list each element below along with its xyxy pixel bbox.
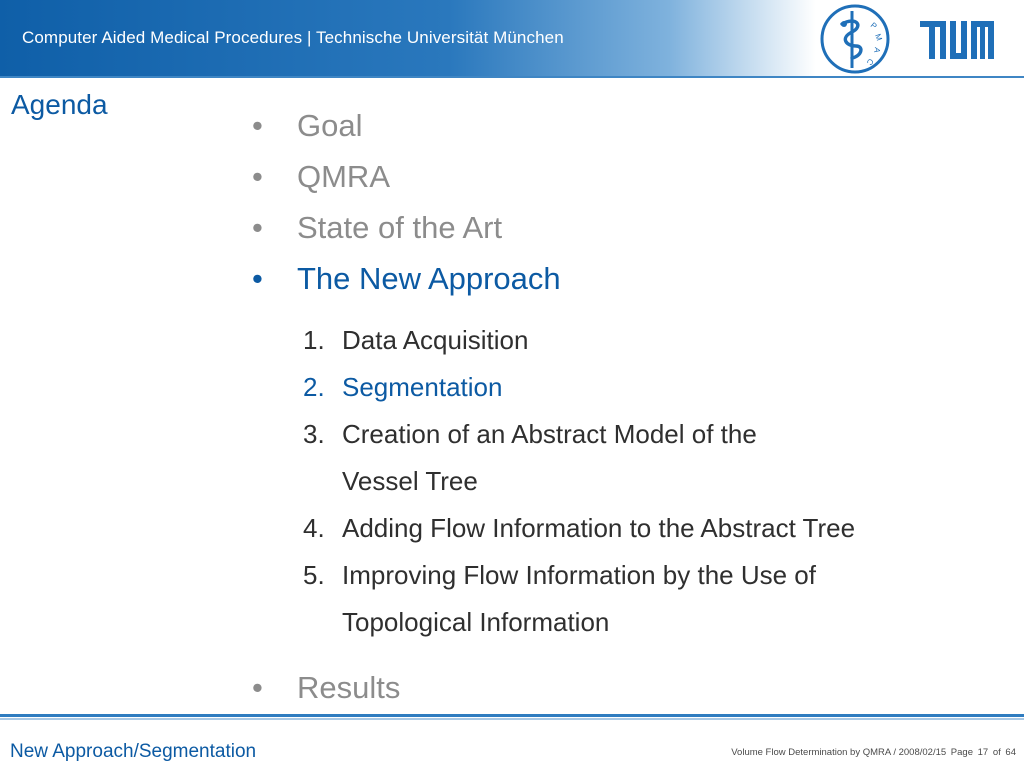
footer-section-label: New Approach/Segmentation xyxy=(10,741,257,762)
header-title: Computer Aided Medical Procedures | Technische Universität München xyxy=(22,28,564,47)
footer-page-total: 64 xyxy=(1005,747,1016,758)
camp-logo-letter-m: M xyxy=(873,32,884,42)
bullet-marker: • xyxy=(252,670,263,705)
footer-page-of: of xyxy=(992,747,1001,758)
sub-item-label: Creation of an Abstract Model of the xyxy=(342,419,757,449)
footer-info xyxy=(729,747,1016,758)
sub-item-label: Adding Flow Information to the Abstract Tree xyxy=(342,513,856,543)
agenda-item-label: State of the Art xyxy=(297,210,503,245)
camp-logo xyxy=(818,2,892,76)
sub-item-number: 5. xyxy=(303,560,325,590)
sub-item-label-continued: Topological Information xyxy=(342,607,610,637)
sub-item-number: 4. xyxy=(303,513,325,543)
camp-logo-letter-p: P xyxy=(868,20,879,31)
footer-page-current: 17 xyxy=(977,747,989,758)
sub-item-number: 1. xyxy=(303,325,325,355)
footer-divider xyxy=(0,714,1024,717)
footer-page-label: Page xyxy=(950,747,973,758)
footer-divider-light xyxy=(0,718,1024,720)
sub-item-number: 2. xyxy=(303,372,325,402)
header-divider xyxy=(0,76,1024,78)
tum-logo xyxy=(920,21,994,59)
section-title: Agenda xyxy=(11,89,108,120)
sub-item-label: Improving Flow Information by the Use of xyxy=(342,560,816,590)
agenda-item-label: Goal xyxy=(297,108,363,143)
camp-logo-letter-c: C xyxy=(864,56,876,67)
sub-item-label: Segmentation xyxy=(342,372,503,402)
footer-presentation-info: Volume Flow Determination by QMRA / 2008/02/15 xyxy=(731,747,947,758)
bullet-marker: • xyxy=(252,108,263,143)
agenda-item-label: QMRA xyxy=(297,159,390,194)
sub-item-label: Data Acquisition xyxy=(342,325,529,355)
bullet-marker: • xyxy=(252,159,263,194)
bullet-marker: • xyxy=(252,261,263,296)
bullet-marker: • xyxy=(252,210,263,245)
slide-header xyxy=(0,0,1024,78)
agenda-item-label: The New Approach xyxy=(297,261,561,296)
camp-logo-letter-a: A xyxy=(872,46,882,54)
sub-item-number: 3. xyxy=(303,419,325,449)
sub-item-label-continued: Vessel Tree xyxy=(342,466,478,496)
agenda-item-label: Results xyxy=(297,670,401,705)
